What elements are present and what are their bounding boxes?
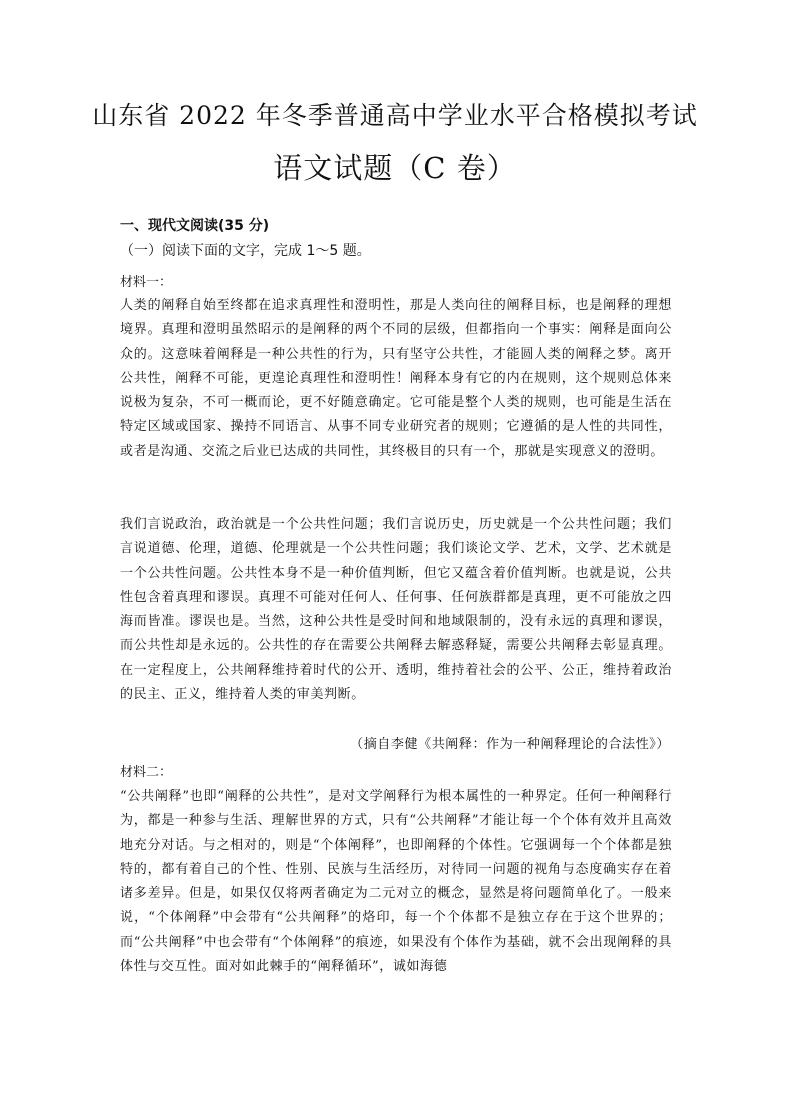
material-one-label: 材料一： [120, 275, 173, 290]
section-heading: 一、现代文阅读(35 分) [120, 218, 270, 234]
material-two-paragraph-1: “公共阐释”也即“阐释的公共性”，是对文学阐释行为根本属性的一种界定。任何一种阐释行为，都是一种参与生活、理解世界的方式，只有“公共阐释”才能让每一个个体有效并且高效地充分对话。与之相对的，则是“个体阐释”，也即阐释的个体性。它强调每一个个体都是独特的，都有着自己的个性、性别、民族与生活经历，对待同一问题的视角与态度确实存在着诸多差异。但是，如果仅仅将两者确定为二元对立的概念，显然是将问题简单化了。一般来说，“个体阐释”中会带有“公共阐释”的烙印，每一个个体都不是独立存在于这个世界的；而“公共阐释”中也会带有“个体阐释”的痕迹，如果没有个体作为基础，就不会出现阐释的具体性与交互性。面对如此棘手的“阐释循环”，诚如海德 [120, 789, 672, 975]
section-instruction: （一）阅读下面的文字，完成 1～5 题。 [120, 243, 371, 259]
material-one-paragraph-1: 人类的阐释自始至终都在追求真理性和澄明性，那是人类向往的阐释目标，也是阐释的理想境界。真理和澄明虽然昭示的是阐释的两个不同的层级，但都指向一个事实：阐释是面向公众的。这意味着阐释是一种公共性的行为，只有坚守公共性，才能圆人类的阐释之梦。离开公共性，阐释不可能，更遑论真理性和澄明性！阐释本身有它的内在规则，这个规则总体来说极为复杂，不可一概而论，更不好随意确定。它可能是整个人类的规则，也可能是生活在特定区域或国家、操持不同语言、从事不同专业研究者的规则；它遵循的是人性的共同性，或者是沟通、交流之后业已达成的共同性，其终极目的只有一个，那就是实现意义的澄明。 [120, 298, 672, 459]
material-two-label: 材料二： [120, 765, 173, 780]
exam-title: 山东省 2022 年冬季普通高中学业水平合格模拟考试 [92, 101, 698, 130]
material-one-source: （摘自李健《共阐释：作为一种阐释理论的合法性》） [350, 737, 670, 752]
material-one-paragraph-2: 我们言说政治，政治就是一个公共性问题；我们言说历史，历史就是一个公共性问题；我们言说道德、伦理，道德、伦理就是一个公共性问题；我们谈论文学、艺术，文学、艺术就是一个公共性问题。公共性本身不是一种价值判断，但它又蕴含着价值判断。也就是说，公共性包含着真理和谬误。真理不可能对任何人、任何事、任何族群都是真理，更不可能放之四海而皆准。谬误也是。当然，这种公共性是受时间和地域限制的，没有永远的真理和谬误，而公共性却是永远的。公共性的存在需要公共阐释去解惑释疑，需要公共阐释去彰显真理。在一定程度上，公共阐释维持着时代的公开、透明，维持着社会的公平、公正，维持着政治的民主、正义，维持着人类的审美判断。 [120, 517, 672, 703]
exam-subtitle: 语文试题（C 卷） [273, 151, 517, 185]
